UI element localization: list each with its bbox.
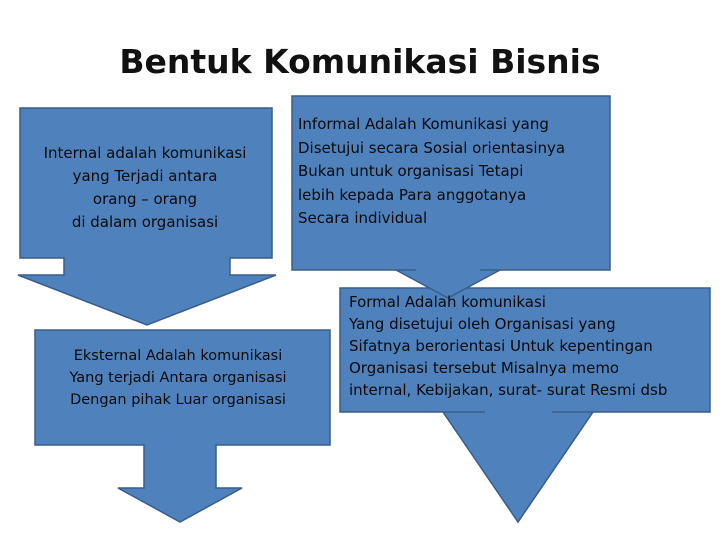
formal-node-text: Formal Adalah komunikasi Yang disetujui oleh Organisasi yang Sifatnya berorientasi Untuk kepentingan Organisasi tersebut Misalnya memo internal, Kebijakan, surat- surat Resmi dsb: [349, 293, 668, 399]
internal-node-text: Internal adalah komunikasi yang Terjadi antara orang – orang di dalam organisasi: [43, 144, 247, 231]
diagram-title: Bentuk Komunikasi Bisnis: [119, 42, 601, 81]
informal-node-text: Informal Adalah Komunikasi yang Disetujui secara Sosial orientasinya Bukan untuk organisasi Tetapi lebih kepada Para anggotanya Secara individual: [298, 115, 566, 227]
eksternal-node-text: Eksternal Adalah komunikasi Yang terjadi Antara organisasi Dengan pihak Luar organisasi: [69, 348, 287, 408]
